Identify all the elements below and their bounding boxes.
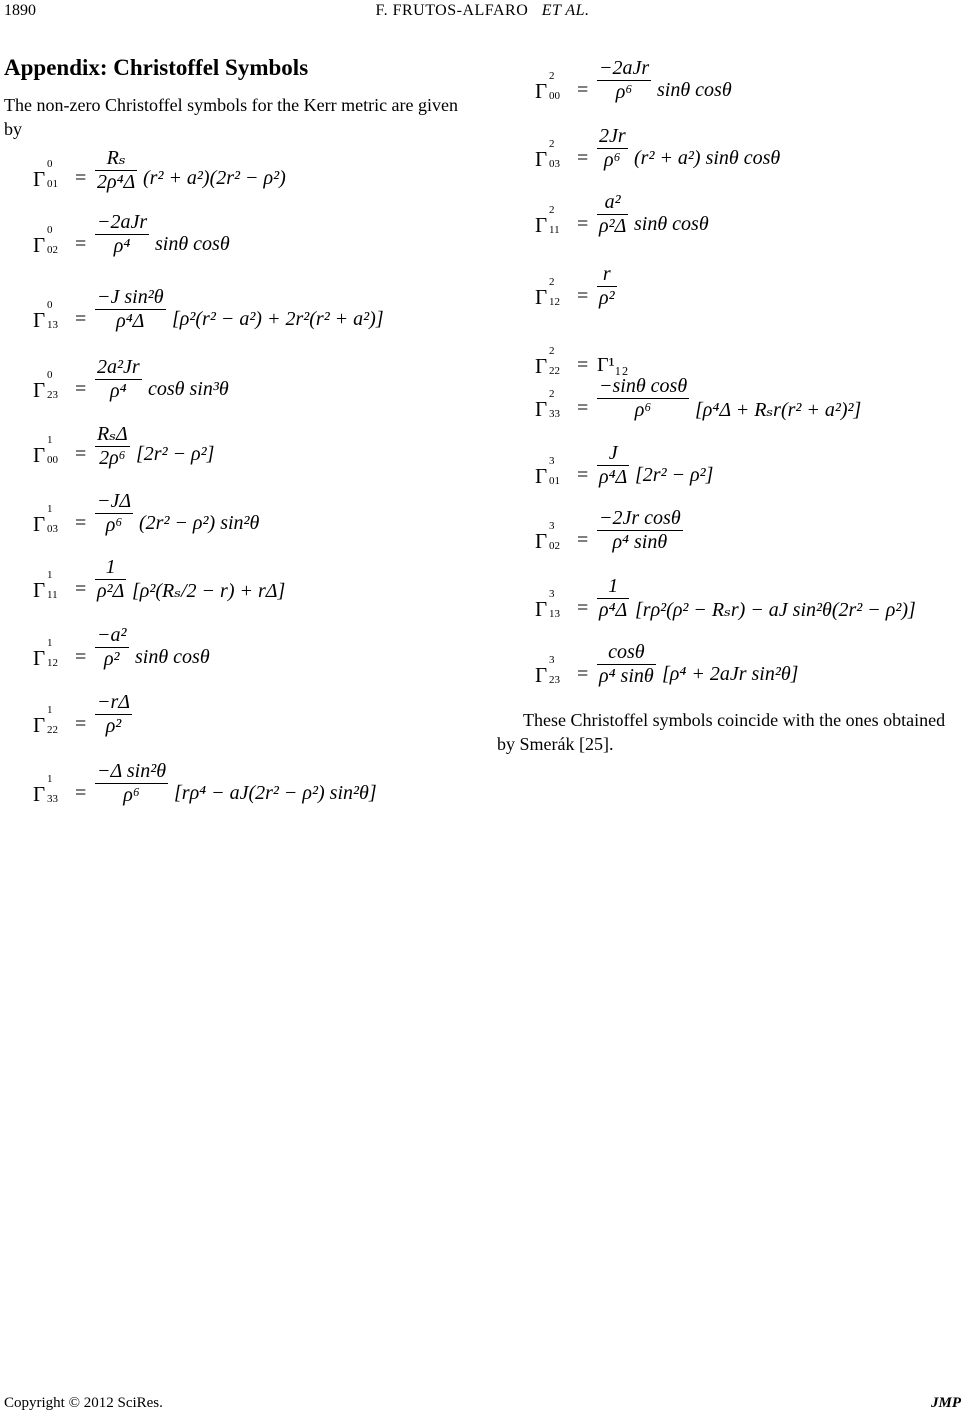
running-head-et-al: ET AL. <box>541 2 590 19</box>
gamma-superscript: 0 <box>47 369 53 381</box>
equation-expression: sinθ cosθ <box>155 233 230 255</box>
gamma-symbol: Γ 2 03 <box>535 138 560 171</box>
equation-expression: [ρ⁴ + 2aJr sin²θ] <box>662 663 799 685</box>
equation-expression: Γ¹₁₂ <box>597 354 629 376</box>
fraction-denominator: ρ⁶ <box>634 399 652 421</box>
fraction-numerator: a² <box>604 191 621 213</box>
fraction <box>95 624 129 671</box>
gamma-subscript: 03 <box>47 523 58 535</box>
gamma-superscript: 2 <box>549 138 555 150</box>
gamma-superscript: 2 <box>549 204 555 216</box>
fraction-denominator: ρ⁴ sinθ <box>599 665 654 687</box>
gamma-symbol: Γ 1 00 <box>33 434 58 467</box>
fraction <box>597 575 629 622</box>
gamma-superscript: 2 <box>549 388 555 400</box>
gamma-symbol: Γ 1 22 <box>33 704 58 737</box>
gamma-subscript: 12 <box>549 296 560 308</box>
gamma-symbol: Γ 1 03 <box>33 503 58 536</box>
running-head-authors: F. FRUTOS-ALFARO <box>375 2 529 19</box>
gamma-superscript: 3 <box>549 455 555 467</box>
gamma-symbol: Γ 2 33 <box>535 388 560 421</box>
fraction <box>597 125 628 172</box>
gamma-subscript: 00 <box>47 454 58 466</box>
section-title: Appendix: Christoffel Symbols <box>4 55 309 80</box>
equation-expression: [ρ²(Rₛ/2 − r) + rΔ] <box>132 580 286 602</box>
fraction-denominator: ρ²Δ <box>599 215 627 237</box>
gamma-subscript: 11 <box>47 589 58 601</box>
fraction-numerator: −2Jr cosθ <box>599 507 681 529</box>
equals-sign: = <box>577 663 589 685</box>
fraction-numerator: cosθ <box>608 641 645 663</box>
gamma-superscript: 1 <box>47 773 53 785</box>
gamma-symbol: Γ 3 02 <box>535 520 560 553</box>
equation-expression: [2r² − ρ²] <box>136 443 215 465</box>
gamma-symbol: Γ 1 33 <box>33 773 58 806</box>
equation-expression: [rρ⁴ − aJ(2r² − ρ²) sin²θ] <box>174 782 377 804</box>
fraction-numerator: 2Jr <box>599 125 626 147</box>
fraction <box>597 263 617 310</box>
gamma-subscript: 02 <box>47 244 58 256</box>
intro-paragraph: The non-zero Christoffel symbols for the Kerr metric are given by <box>4 95 459 139</box>
gamma-symbol: Γ 1 12 <box>33 637 58 670</box>
fraction-denominator: ρ⁴Δ <box>599 599 628 621</box>
fraction-numerator: −rΔ <box>97 691 131 713</box>
fraction <box>95 760 168 807</box>
fraction-denominator: ρ⁴Δ <box>599 466 628 488</box>
gamma-subscript: 00 <box>549 90 560 102</box>
equals-sign: = <box>75 578 87 600</box>
equals-sign: = <box>75 782 87 804</box>
fraction-numerator: RₛΔ <box>97 423 128 445</box>
gamma-subscript: 01 <box>549 475 560 487</box>
closing-paragraph: These Christoffel symbols coincide with the ones obtained by Smerák [25]. <box>497 710 946 754</box>
fraction-denominator: ρ⁶ <box>604 149 621 171</box>
gamma-subscript: 23 <box>47 389 58 401</box>
equals-sign: = <box>577 397 589 419</box>
gamma-superscript: 3 <box>549 588 555 600</box>
equals-sign: = <box>75 378 87 400</box>
gamma-subscript: 23 <box>549 674 560 686</box>
fraction <box>95 211 149 258</box>
fraction-denominator: ρ⁶ <box>615 81 633 103</box>
gamma-subscript: 22 <box>549 365 560 377</box>
gamma-symbol: Γ 2 12 <box>535 276 560 309</box>
gamma-superscript: 2 <box>549 276 555 288</box>
gamma-superscript: 1 <box>47 434 53 446</box>
gamma-subscript: 02 <box>549 540 560 552</box>
fraction-numerator: −Δ sin²θ <box>97 760 167 782</box>
gamma-symbol: Γ 2 22 <box>535 345 560 378</box>
fraction <box>597 57 651 104</box>
fraction-numerator: −2aJr <box>97 211 148 233</box>
page-header <box>0 0 965 24</box>
fraction-denominator: ρ⁶ <box>105 514 123 536</box>
equation-expression: sinθ cosθ <box>657 79 732 101</box>
fraction <box>95 286 166 333</box>
equals-sign: = <box>577 147 589 169</box>
gamma-superscript: 2 <box>549 345 555 357</box>
equation-expression: [ρ²(r² − a²) + 2r²(r² + a²)] <box>172 308 384 330</box>
fraction-numerator: Rₛ <box>106 147 126 169</box>
fraction-numerator: −JΔ <box>97 490 132 512</box>
fraction-numerator: −a² <box>97 624 127 646</box>
equals-sign: = <box>75 512 87 534</box>
fraction <box>597 375 689 422</box>
equation-expression: [ρ⁴Δ + Rₛr(r² + a²)²] <box>695 399 862 421</box>
page-number: 1890 <box>4 2 36 19</box>
gamma-subscript: 12 <box>47 657 58 669</box>
gamma-symbol: Γ 0 01 <box>33 158 58 191</box>
equals-sign: = <box>75 308 87 330</box>
journal-abbrev: JMP <box>931 1395 961 1411</box>
equals-sign: = <box>75 646 87 668</box>
fraction-numerator: −sinθ cosθ <box>599 375 688 397</box>
equals-sign: = <box>577 597 589 619</box>
equals-sign: = <box>75 167 87 189</box>
equals-sign: = <box>75 233 87 255</box>
fraction-numerator: 2a²Jr <box>97 356 140 378</box>
equals-sign: = <box>577 285 589 307</box>
gamma-subscript: 13 <box>549 608 560 620</box>
gamma-superscript: 0 <box>47 158 53 170</box>
gamma-subscript: 33 <box>549 408 560 420</box>
fraction <box>95 356 142 403</box>
fraction-denominator: ρ⁶ <box>123 784 140 806</box>
gamma-subscript: 13 <box>47 319 58 331</box>
fraction-denominator: ρ⁴ <box>110 380 127 402</box>
equation-expression: sinθ cosθ <box>634 213 709 235</box>
fraction <box>597 442 629 489</box>
equals-sign: = <box>577 529 589 551</box>
fraction-denominator: ρ⁴ <box>113 235 131 257</box>
fraction <box>597 191 628 238</box>
fraction <box>597 641 656 688</box>
gamma-superscript: 0 <box>47 299 53 311</box>
fraction <box>597 507 683 554</box>
equation-expression: [2r² − ρ²] <box>635 464 714 486</box>
gamma-symbol: Γ 0 02 <box>33 224 58 257</box>
gamma-subscript: 01 <box>47 178 58 190</box>
gamma-subscript: 33 <box>47 793 58 805</box>
gamma-superscript: 3 <box>549 520 555 532</box>
fraction <box>95 556 126 603</box>
gamma-superscript: 2 <box>549 70 555 82</box>
gamma-symbol: Γ 2 00 <box>535 70 560 103</box>
fraction-denominator: ρ² <box>105 715 122 737</box>
equation-expression: sinθ cosθ <box>135 646 210 668</box>
fraction-numerator: −J sin²θ <box>97 286 164 308</box>
equation-expression: (2r² − ρ²) sin²θ <box>139 512 260 534</box>
fraction-numerator: r <box>602 263 611 285</box>
equation-expression: [rρ²(ρ² − Rₛr) − aJ sin²θ(2r² − ρ²)] <box>635 599 916 621</box>
fraction-numerator: 1 <box>608 575 619 597</box>
gamma-superscript: 0 <box>47 224 53 236</box>
equals-sign: = <box>577 354 589 376</box>
fraction-numerator: 1 <box>105 556 116 578</box>
equals-sign: = <box>75 443 87 465</box>
gamma-symbol: Γ 2 11 <box>535 204 560 237</box>
gamma-subscript: 11 <box>549 224 560 236</box>
equals-sign: = <box>577 79 589 101</box>
fraction <box>95 421 130 470</box>
fraction-denominator: 2ρ⁴Δ <box>97 171 136 193</box>
gamma-superscript: 1 <box>47 637 53 649</box>
equals-sign: = <box>577 213 589 235</box>
gamma-symbol: Γ 3 23 <box>535 654 560 687</box>
gamma-superscript: 1 <box>47 503 53 515</box>
running-head <box>0 2 965 20</box>
gamma-superscript: 3 <box>549 654 555 666</box>
fraction-numerator: −2aJr <box>599 57 650 79</box>
fraction-numerator: J <box>608 442 618 464</box>
fraction <box>95 145 137 194</box>
gamma-subscript: 03 <box>549 158 560 170</box>
fraction-denominator: ρ² <box>103 648 120 670</box>
gamma-subscript: 22 <box>47 724 58 736</box>
gamma-symbol: Γ 0 23 <box>33 369 58 402</box>
fraction-denominator: 2ρ⁶ <box>99 447 126 469</box>
fraction-denominator: ρ⁴Δ <box>116 310 145 332</box>
gamma-superscript: 1 <box>47 704 53 716</box>
gamma-symbol: Γ 3 01 <box>535 455 560 488</box>
equation-expression: (r² + a²) sinθ cosθ <box>634 147 781 169</box>
gamma-symbol: Γ 1 11 <box>33 569 58 602</box>
equals-sign: = <box>577 464 589 486</box>
fraction-denominator: ρ² <box>599 287 615 309</box>
fraction <box>95 691 132 738</box>
fraction <box>95 490 133 537</box>
gamma-symbol: Γ 0 13 <box>33 299 58 332</box>
equation-expression: cosθ sin³θ <box>148 378 229 400</box>
equals-sign: = <box>75 713 87 735</box>
equation-expression: (r² + a²)(2r² − ρ²) <box>143 167 286 189</box>
fraction-denominator: ρ⁴ sinθ <box>612 531 668 553</box>
fraction-denominator: ρ²Δ <box>97 580 125 602</box>
gamma-symbol: Γ 3 13 <box>535 588 560 621</box>
gamma-superscript: 1 <box>47 569 53 581</box>
copyright-notice: Copyright © 2012 SciRes. <box>4 1395 163 1411</box>
